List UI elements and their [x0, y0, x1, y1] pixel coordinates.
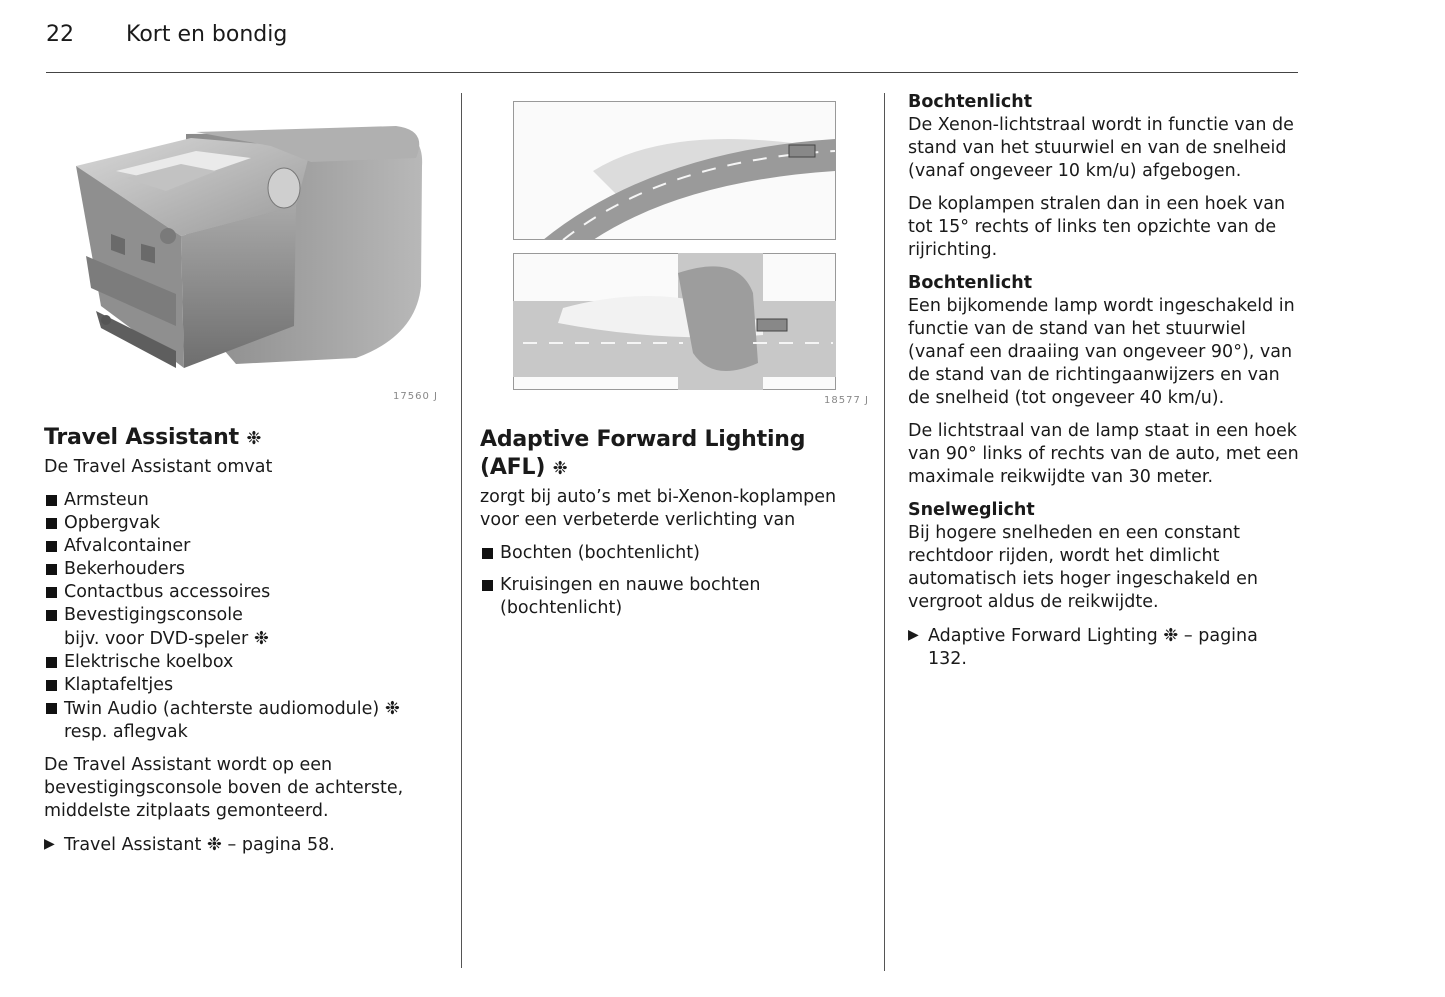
subheading-snelweglicht: Snelweglicht [908, 500, 1035, 520]
column-afl [480, 426, 870, 630]
heading-text: Travel Assistant [44, 425, 239, 450]
figure-code-console: 17560 J [393, 391, 438, 402]
feature-list [44, 489, 436, 744]
body-paragraph: De lichtstraal van de lamp staat in een hoek van 90° links of rechts van de auto, met een maximale reikwijdte van 30 meter. [908, 421, 1299, 487]
list-item: Bochten (bochtenlicht) [480, 542, 870, 565]
list-item-text: Bevestigingsconsole [64, 605, 243, 625]
figure-code-afl: 18577 J [824, 395, 869, 406]
intro-text: De Travel Assistant omvat [44, 457, 273, 477]
body-paragraph: De Xenon-lichtstraal wordt in functie van de stand van het stuurwiel en van de snelheid (vanaf ongeveer 10 km/u) afgebogen. [908, 115, 1294, 181]
optional-star-icon: ❉ [384, 698, 400, 719]
afl-intersection-diagram [513, 253, 836, 390]
reference-text: Travel Assistant [64, 835, 202, 855]
column-divider-left [461, 93, 462, 968]
list-item: Elektrische koelbox [44, 651, 436, 674]
list-item: Bekerhouders [44, 558, 436, 581]
body-paragraph: Bij hogere snelheden en een constant rechtdoor rijden, wordt het dimlicht automatisch iets hoger ingeschakeld en vergroot aldus de reikwijdte. [908, 523, 1258, 612]
page-reference [44, 833, 436, 857]
travel-assistant-illustration [56, 96, 446, 396]
intro-text: zorgt bij auto’s met bi-Xenon-koplampen voor een verbeterde verlichting van [480, 487, 837, 530]
afl-list [480, 542, 870, 620]
header-rule [46, 72, 1298, 73]
list-item-text: Twin Audio (achterste audiomodule) [64, 699, 380, 719]
page-number: 22 [46, 22, 74, 47]
body-paragraph: De Travel Assistant wordt op een bevestigingsconsole boven de achterste, middelste zitplaats gemonteerd. [44, 755, 404, 821]
optional-star-icon: ❉ [206, 834, 222, 855]
subheading-bochtenlicht: Bochtenlicht [908, 92, 1033, 112]
body-paragraph: Een bijkomende lamp wordt ingeschakeld in functie van de stand van het stuurwiel (vanaf een draaiing van ongeveer 90°), van de stand van de richtingaanwijzers en van de snelheid (tot ongeveer 40 km/u). [908, 296, 1295, 408]
subheading-bochtenlicht-2: Bochtenlicht [908, 273, 1033, 293]
list-item: Klaptafeltjes [44, 674, 436, 697]
page-header [46, 22, 287, 47]
list-item: Opbergvak [44, 512, 436, 535]
column-divider-right [884, 93, 885, 971]
optional-star-icon: ❉ [552, 458, 568, 479]
section-heading-travel-assistant [44, 424, 436, 453]
list-item: Armsteun [44, 489, 436, 512]
list-item [44, 604, 436, 651]
list-item [44, 697, 436, 744]
list-item: Contactbus accessoires [44, 581, 436, 604]
list-item-text: resp. aflegvak [64, 722, 188, 742]
heading-text: Adaptive Forward Lighting (AFL) [480, 427, 806, 480]
list-item: Kruisingen en nauwe bochten (bochtenlicht) [480, 574, 870, 620]
column-details [908, 91, 1300, 671]
optional-star-icon: ❉ [253, 628, 269, 649]
reference-text: Adaptive Forward Lighting [928, 626, 1158, 646]
section-heading-afl [480, 426, 870, 483]
body-paragraph: De koplampen stralen dan in een hoek van tot 15° rechts of links ten opzichte van de rijrichting. [908, 194, 1286, 260]
reference-page: – pagina 58. [221, 835, 335, 855]
page-reference [908, 624, 1300, 671]
optional-star-icon: ❉ [1163, 625, 1179, 646]
list-item: Afvalcontainer [44, 535, 436, 558]
afl-curve-diagram [513, 101, 836, 240]
chapter-title: Kort en bondig [126, 22, 288, 47]
reference-page: – pagina 132. [928, 626, 1258, 669]
column-travel-assistant [44, 424, 436, 857]
list-item-text: bijv. voor DVD-speler [64, 629, 249, 649]
optional-star-icon: ❉ [246, 428, 262, 449]
